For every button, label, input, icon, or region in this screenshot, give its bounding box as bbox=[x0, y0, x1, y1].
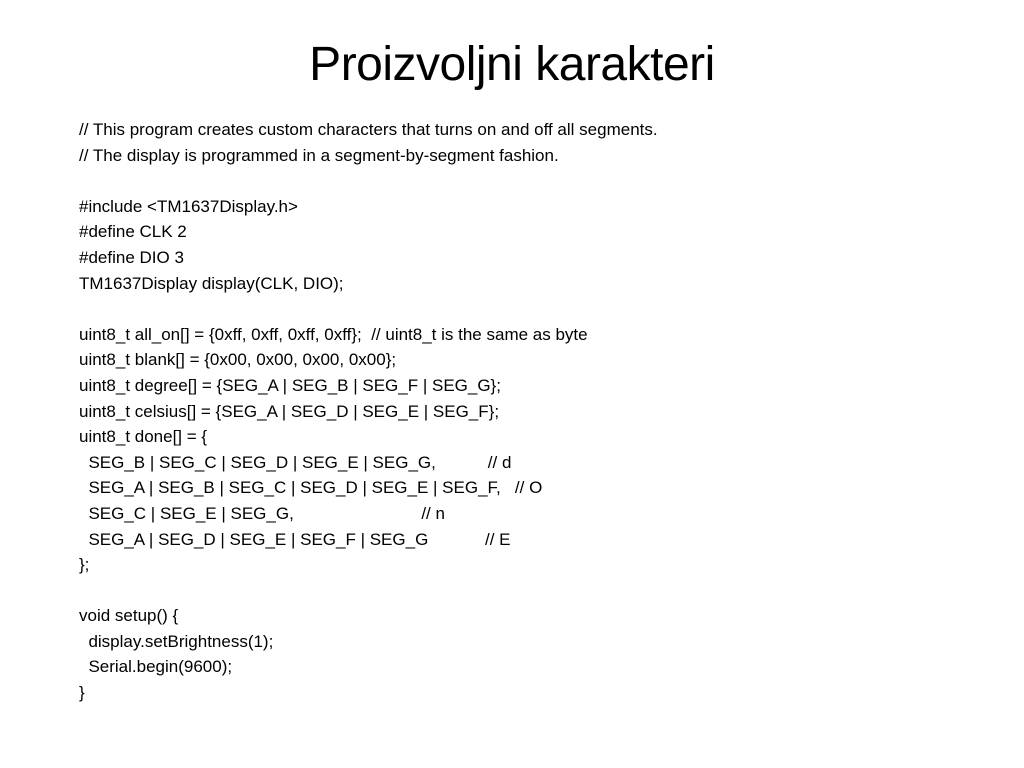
code-line: display.setBrightness(1); bbox=[79, 631, 274, 651]
code-line: #define DIO 3 bbox=[79, 247, 184, 267]
code-line: SEG_A | SEG_D | SEG_E | SEG_F | SEG_G // E bbox=[79, 529, 511, 549]
code-line: uint8_t celsius[] = {SEG_A | SEG_D | SEG_E | SEG_F}; bbox=[79, 401, 500, 421]
code-line: }; bbox=[79, 555, 90, 575]
code-line: // This program creates custom characters that turns on and off all segments. bbox=[79, 120, 658, 139]
code-line: SEG_C | SEG_E | SEG_G, // n bbox=[79, 503, 445, 523]
code-line: uint8_t degree[] = {SEG_A | SEG_B | SEG_F | SEG_G}; bbox=[79, 375, 501, 395]
code-line bbox=[79, 296, 979, 322]
code-line: TM1637Display display(CLK, DIO); bbox=[79, 273, 344, 293]
code-line: } bbox=[79, 683, 85, 703]
code-line: SEG_A | SEG_B | SEG_C | SEG_D | SEG_E | SEG_F, // O bbox=[79, 478, 543, 498]
code-line bbox=[79, 578, 979, 604]
code-block bbox=[79, 117, 979, 706]
code-line: #define CLK 2 bbox=[79, 222, 187, 242]
code-line: uint8_t done[] = { bbox=[79, 427, 208, 447]
code-line: void setup() { bbox=[79, 606, 179, 626]
code-line: #include <TM1637Display.h> bbox=[79, 196, 298, 216]
slide-title: Proizvoljni karakteri bbox=[309, 38, 715, 91]
code-line: Serial.begin(9600); bbox=[79, 657, 233, 677]
code-line: // The display is programmed in a segment-by-segment fashion. bbox=[79, 145, 559, 165]
code-line: uint8_t all_on[] = {0xff, 0xff, 0xff, 0xff}; // uint8_t is the same as byte bbox=[79, 324, 588, 344]
code-line bbox=[79, 168, 979, 194]
code-line: uint8_t blank[] = {0x00, 0x00, 0x00, 0x00}; bbox=[79, 350, 397, 370]
code-line: SEG_B | SEG_C | SEG_D | SEG_E | SEG_G, // d bbox=[79, 452, 512, 472]
